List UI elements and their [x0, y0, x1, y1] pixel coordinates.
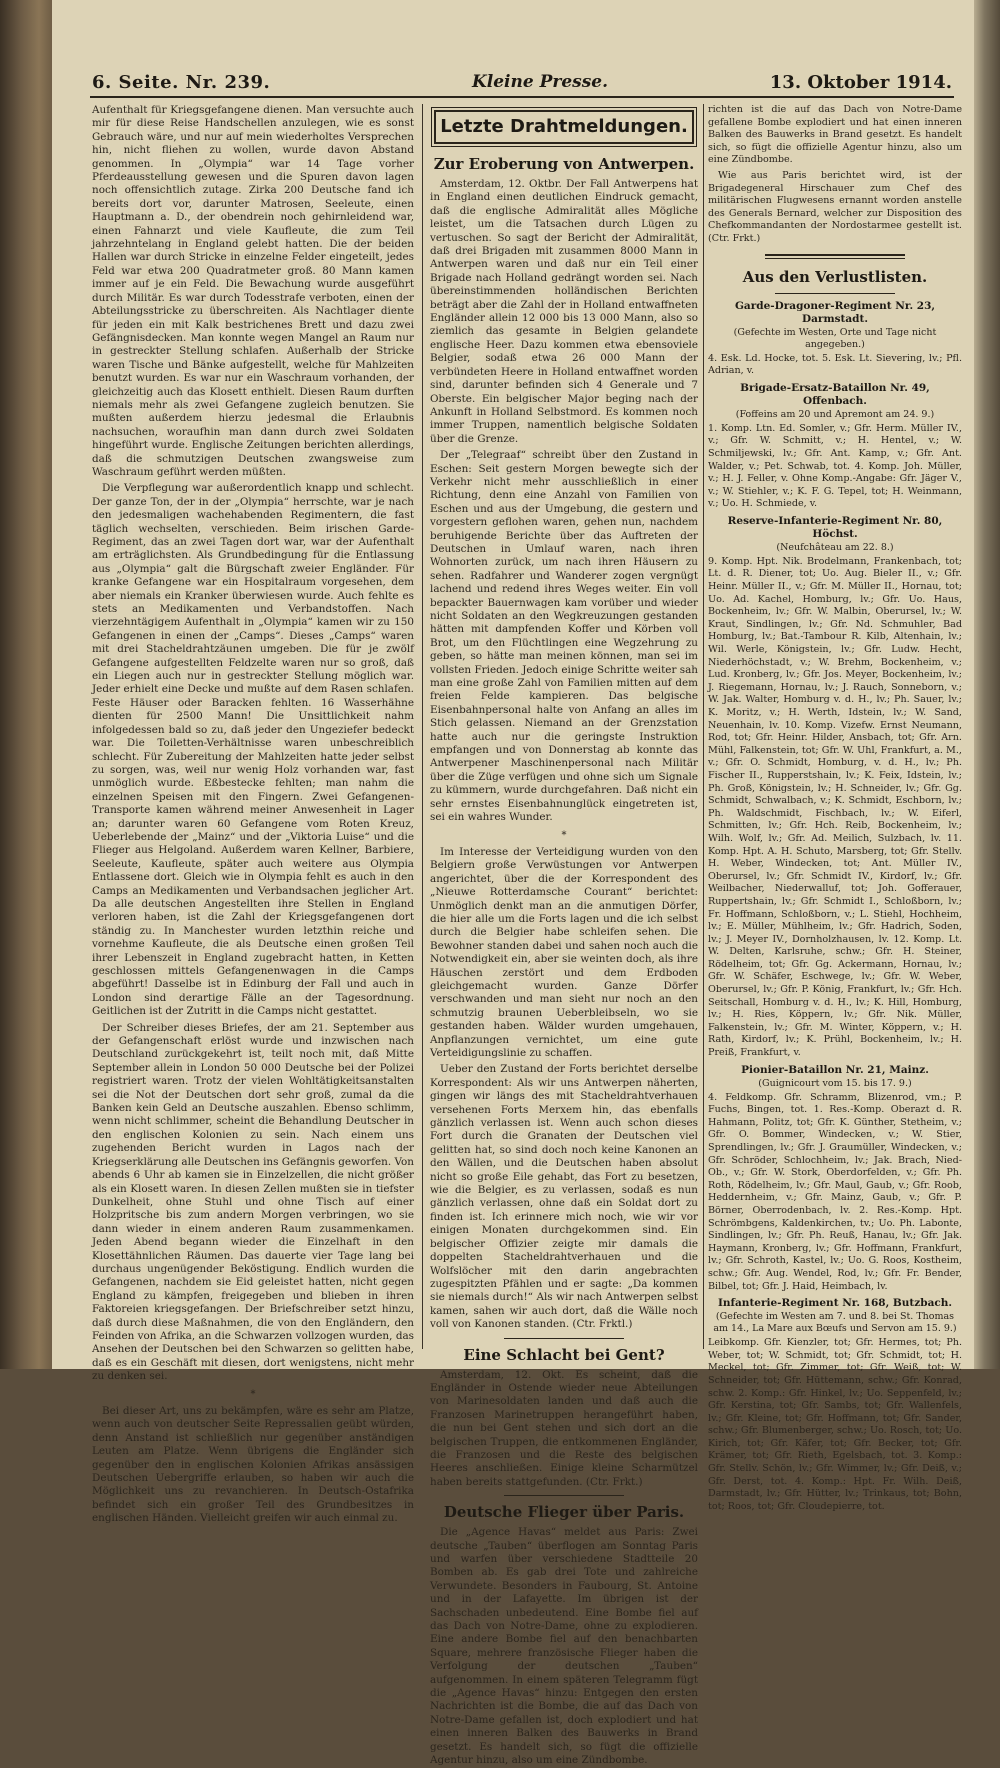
paragraph: Der „Telegraaf“ schreibt über den Zustand in Eschen: Seit gestern Morgen bewegte sich der Verkehr nicht mehr ausschließlich in einer Richtung, denn eine Anzahl von Familien von Eschen und aus der Umgebung, die gestern und vorgestern geflohen waren, gehen nun, nachdem beruhigende Berichte über das Auftreten der Deutschen in Umlauf waren, nach ihren Wohnorten zurück, um nach ihren Häusern zu sehen. Radfahrer und Wanderer zogen vergnügt lachend und redend ihres Weges weiter. Ein voll bepackter Bauernwagen kam vorüber und wieder nicht Soldaten an den Wegkreuzungen gestanden hätten mit dampfenden Koffer und Körben voll Brot, um den Flüchtlingen eine Wegzehrung zu geben, so hätte man meinen können, man sei im vollsten Frieden. Jedoch einige Schritte weiter sah man eine große Zahl von Familien mitten auf dem freien Felde kampieren. Das belgische Eisenbahnpersonal halte von Anfang an alles im Stich gelassen. Niemand an der Grenzstation hatte auch nur die geringste Instruktion empfangen und von Donnerstag ab konnte das Antwerpener Maschinenpersonal nach Militär über die Züge verfügen und ohne sich um Signale zu kümmern, wurde durchgefahren. Daß nicht ein sehr ernstes Eisenbahnunglück eingetreten ist, sei ein wahres Wunder.	[430, 449, 698, 824]
article-separator	[504, 1495, 624, 1496]
paragraph: Der Schreiber dieses Briefes, der am 21. September aus der Gefangenschaft erlöst wurde und inzwischen nach Deutschland zurückgekehrt ist, teilt noch mit, daß Mitte September allein in London 50 000 Deutsche bei der Polizei registriert waren. Trotz der vielen Wohltätigkeitsanstalten sei die Not der Deutschen dort sehr groß, zumal da die Banken kein Geld an Deutsche auszahlen. Ebenso schlimm, wenn nicht schlimmer, scheint die Behandlung Deutscher in den englischen Kolonien zu sein. Nach einem uns zugehenden Bericht wurden in Lagos nach der Kriegserklärung alle Deutschen ins Gefängnis geworfen. Von abends 6 Uhr ab kamen sie in Einzelzellen, die nicht größer als ein Klosett waren. In diesen Zellen mußten sie in tiefster Dunkelheit, ohne Stuhl und ohne Tisch auf einer Holzpritsche bis zum andern Morgen verbringen, wo sie dann wieder in einem anderen Raum zusammenkamen. Jeden Abend begann wieder die Einzelhaft in den Klosettähnlichen Räumen. Das dauerte vier Tage lang bei durchaus ungenügender Beköstigung. Endlich wurden die Gefangenen, nachdem sie Eid geleistet hatten, nicht gegen England zu kämpfen, freigegeben und blieben in ihren Faktoreien kriegsgefangen. Der Briefschreiber setzt hinzu, daß durch diese Maßnahmen, die von den Engländern, den Feinden von Afrika, an die Schwarzen vollzogen wurden, das Ansehen der Deutschen bei den Schwarzen so gelitten habe, daß es ein Geschäft mit diesen, dort wenigstens, nicht mehr zu denken sei.	[92, 1021, 414, 1383]
paragraph: Im Interesse der Verteidigung wurden von den Belgiern große Verwüstungen vor Antwerpen angerichtet, über die der Korrespondent des „Nieuwe Rotterdamsche Courant“ berichtet: Unmöglich denkt man an die anmutigen Dörfer, die hier alle um die Forts lagen und die ich selbst durch die Belgier habe schleifen sehen. Die Bewohner standen dabei und sahen noch auch die Notwendigkeit ein, aber sie weinten doch, als ihre Häuschen zerstört und dem Erdboden gleichgemacht wurden. Ganze Dörfer verschwanden und man sieht nur noch an den schmutzig braunen Ueberbleibseln, wo sie gestanden haben. Wälder wurden umgehauen, Anpflanzungen vernichtet, um eine gute Verteidigungslinie zu schaffen.	[430, 845, 698, 1059]
paragraph: Amsterdam, 12. Okt. Es scheint, daß die Engländer in Ostende wieder neue Abteilungen von Marinesoldaten landen und daß auch die Franzosen Marinetruppen herangeführt haben, die nun bei Gent stehen und sich dort an die belgischen Truppen, die entkommenen Engländer, die Franzosen und die Reste des belgischen Heeres anschließen. Einige kleine Scharmützel haben bereits stattgefunden. (Ctr. Frkt.)	[430, 1368, 698, 1488]
unit-name: Brigade-Ersatz-Bataillon Nr. 49, Offenbach.	[740, 381, 930, 407]
unit-note: (Gefechte im Westen, Orte und Tage nicht angegeben.)	[733, 326, 937, 350]
paragraph: Aufenthalt für Kriegsgefangene dienen. Man versuchte auch mir für diese Reise Handschellen anzulegen, wie es sonst Gebrauch wäre, und nur auf mein wiederholtes Versprechen hin, nicht fliehen zu wollen, wurde davon Abstand genommen. In „Olympia“ war 14 Tage vorher Pferdeausstellung gewesen und die Spuren davon lagen noch offensichtlich zutage. Zirka 200 Deutsche fand ich bereits dort vor, darunter Matrosen, Seeleute, einen Hauptmann a. D., der obendrein noch gehirnleidend war, einen Fahnarzt und viele Kaufleute, die zum Teil jahrzehntelang in England gelebt hatten. Die der beiden Hallen war durch Stricke in einzelne Felder eingeteilt, jedes Feld war etwa 200 Quadratmeter groß. 80 Mann kamen immer auf je ein Feld. Die Bewachung wurde ausgeführt durch Militär. Es war durch Todesstrafe verboten, einen der Abteilungsstricke zu überschreiten. Als Nachtlager diente für jeden ein mit Kalk bestrichenes Brett und dazu zwei Gefängnisdecken. Man konnte wegen Mangel an Raum nur in gestreckter Stellung schlafen. Außerhalb der Stricke waren Tische und Bänke aufgestellt, welche für Mahlzeiten benutzt wurden. Es war nur ein Waschraum vorhanden, der gleichzeitig auch das Klosett enthielt. Diesen Raum durften niemals mehr als zwei Gefangene zugleich benutzen. Sie mußten außerdem hierzu jedesmal die Erlaubnis nachsuchen, woraufhin man dann durch zwei Soldaten hingeführt wurde. Englische Zeitungen berichten allerdings, daß die schmutzigen Deutschen zwangsweise zum Waschraum geführt werden müßten.	[92, 104, 414, 478]
unit-note: (Foffeins am 20 und Apremont am 24. 9.)	[735, 408, 935, 420]
article-title: Deutsche Flieger über Paris.	[443, 1503, 685, 1522]
unit-note: (Gefechte im Westen am 7. und 8. bei St. Thomas am 14., La Mare aux Bœufs und Servon am 15. 9.)	[713, 1311, 957, 1335]
section-star: *	[250, 1388, 256, 1400]
paragraph: Die „Agence Havas“ meldet aus Paris: Zwei deutsche „Tauben“ überflogen am Sonntag Paris und warfen über verschiedene Stadtteile 20 Bomben ab. Es gab drei Tote und zahlreiche Verwundete. Besonders in Faubourg, St. Antoine und in der Lafayette. Im übrigen ist der Sachschaden unbedeutend. Eine Bombe fiel auf das Dach von Notre-Dame, ohne zu explodieren. Eine andere Bombe fiel auf den benachbarten Square, mehrere französische Flieger haben die Verfolgung der deutschen „Tauben“ aufgenommen. In einem späteren Telegramm fügt die „Agence Havas“ hinzu: Entgegen den ersten Nachrichten ist die Bombe, die auf das Dach von Notre-Dame gefallen ist, doch explodiert und hat einen inneren Balken des Bauwerks in Brand gesetzt. Es handelt sich, so fügt die offizielle Agentur hinzu, also um eine Zündbombe.	[430, 1526, 698, 1767]
section-separator	[775, 293, 895, 294]
unit-name: Garde-Dragoner-Regiment Nr. 23, Darmstadt.	[734, 299, 936, 325]
page-number: 6. Seite. Nr. 239.	[92, 72, 271, 93]
article-title: Eine Schlacht bei Gent?	[463, 1345, 665, 1364]
unit-name: Infanterie-Regiment Nr. 168, Butzbach.	[717, 1297, 953, 1310]
column-divider	[703, 104, 704, 1349]
casualty-list: Leibkomp. Gfr. Kienzler, tot; Gfr. Hermes, tot; Ph. Weber, tot; W. Schmidt, tot; Gfr. Schmidt, tot; H. Meckel, tot; Gfr. Zimmer, tot; Gfr. Weiß, tot; W. Schneider, tot; Gfr. Hüttemann, schw.; Gfr. Konrad, schw. 2. Komp.: Gfr. Hinkel, lv.; Uo. Seppenfeld, lv.; Gfr. Kerstina, tot; Gfr. Sambs, tot; Gfr. Wallenfels, lv.; Gfr. Kleine, tot; Gfr. Hoffmann, tot; Gfr. Sander, schw.; Gfr. Blumenberger, schw.; Uo. Rosch, tot; Uo. Kirich, tot; Gfr. Käfer, tot; Gfr. Becker, tot; Gfr. Krämer, tot; Gfr. Rieth, Egelsbach, tot. 3. Komp.: Gfr. Stellv. Schön, lv.; Gfr. Wimmer, lv.; Gfr. Deiß, v.; Gfr. Derst, tot. 4. Komp.: Hpt. Fr. Wilh. Deiß, Darmstadt, lv.; Gfr. Hütter, lv.; Trinkaus, tot; Bohn, tot; Roos, tot; Gfr. Cloudepierre, tot.	[708, 1337, 962, 1512]
column-1	[92, 104, 414, 1525]
column-3	[708, 104, 962, 1512]
page-edge	[974, 0, 1000, 1369]
book-spine	[0, 0, 52, 1369]
casualty-list: 9. Komp. Hpt. Nik. Brodelmann, Frankenbach, tot; Lt. d. R. Diener, tot; Uo. Aug. Bieler II., v.; Gfr. Heinr. Müller II., v.; Gfr. M. Müller II., Hornau, tot; Uo. Ad. Kachel, Homburg, lv.; Gfr. Uo. Haus, Bockenheim, lv.; Gfr. W. Malbin, Oberursel, lv.; W. Kraut, Sindlingen, lv.; Gfr. Nd. Schmuhler, Bad Homburg, lv.; Bat.-Tambour R. Kilb, Altenhain, lv.; Wil. Werle, Königstein, lv.; Gfr. Ludw. Hecht, Niederhöchstadt, v.; W. Brehm, Bockenheim, v.; Lud. Kronberg, lv.; Gfr. Jos. Meyer, Bockenheim, lv.; J. Riegemann, Hornau, lv.; J. Rauch, Sonneborn, v.; W. Jak. Walter, Homburg v. d. H., lv.; Ph. Sauer, lv.; K. Moritz, v.; H. Werth, Idstein, lv.; W. Sand, Neuenhain, lv. 10. Komp. Vizefw. Ernst Neumann, Rod, tot; Gfr. Heinr. Hilder, Ansbach, tot; Gfr. Arn. Mühl, Falkenstein, tot; Gfr. W. Uhl, Frankfurt, a. M., v.; Gfr. O. Schmidt, Homburg, v. d. H., lv.; Ph. Fischer II., Rupperstshain, lv.; K. Feix, Idstein, lv.; Ph. Groß, Königstein, lv.; H. Schneider, lv.; Gfr. Gg. Schmidt, Schwalbach, v.; K. Schmidt, Eschborn, lv.; Ph. Waldschmidt, Fischbach, lv.; W. Eiferl, Schmitten, lv.; Gfr. Hch. Reib, Bockenheim, lv.; Wilh. Wolf, lv.; Gfr. Ad. Meilich, Sulzbach, lv. 11. Komp. Hpt. A. H. Schuto, Marsberg, tot; Gfr. Stellv. H. Weber, Windecken, tot; Ant. Müller IV., Oberursel, lv.; Gfr. Schmidt IV., Kirdorf, lv.; Gfr. Weilbacher, Niederwalluf, tot; Joh. Gofferauer, Ruppertshain, lv.; Gfr. Schmidt I., Schloßborn, lv.; Fr. Hoffmann, Schloßborn, v.; L. Stiehl, Hochheim, lv.; E. Müller, Mühlheim, lv.; Gfr. Hadrich, Soden, lv.; J. Meyer IV., Dornholzhausen, lv. 12. Komp. Lt. W. Delten, Karlsruhe, schw.; Gfr. H. Steiner, Rödelheim, tot; Gfr. Gg. Ackermann, Hornau, lv.; Gfr. W. Schäfer, Eschwege, lv.; Gfr. W. Weber, Oberursel, lv.; Gfr. P. König, Frankfurt, lv.; Gfr. Hch. Seitschall, Homburg v. d. H., lv.; K. Hill, Homburg, lv.; H. Ries, Köppern, lv.; Gfr. Nik. Müller, Falkenstein, lv.; Gfr. M. Winter, Köppern, v.; H. Rath, Kirdorf, lv.; K. Prühl, Bockenheim, lv.; H. Preiß, Frankfurt, v.	[708, 555, 962, 1059]
paragraph: Bei dieser Art, uns zu bekämpfen, wäre es sehr am Platze, wenn auch von deutscher Seite Repressalien geübt würden, denn Anstand ist schließlich nur gegenüber anständigen Leuten am Platze. Wenn übrigens die Engländer sich gegenüber den in englischen Kolonien Afrikas ansässigen Deutschen Uebergriffe erlauben, so haben wir auch die Möglichkeit uns zu revanchieren. In Deutsch-Ostafrika befindet sich ein großer Teil des Grundbesitzes in englischen Händen. Vielleicht greifen wir auch einmal zu.	[92, 1405, 414, 1525]
paragraph: Amsterdam, 12. Oktbr. Der Fall Antwerpens hat in England einen deutlichen Eindruck gemacht, daß die englische Admiralität alles Mögliche leistet, um die Tatsachen durch Lügen zu vertuschen. So sagt der Bericht der Admiralität, daß drei Brigaden mit zusammen 8000 Mann in Antwerpen waren und daß nur ein Teil einer Brigade nach Holland gedrängt worden sei. Nach übereinstimmenden holländischen Berichten beträgt aber die Zahl der in Holland entwaffneten Engländer allein 12 000 bis 13 000 Mann, also so ziemlich das gesamte in Belgien gelandete englische Heer. Dazu kommen etwa ebensoviele Belgier, sodaß etwa 26 000 Mann der verbündeten Heere in Holland entwaffnet worden sind, darunter befinden sich 4 Generale und 7 Oberste. Ein belgischer Major beging nach der Ankunft in Holland Selbstmord. Es kommen noch immer Truppen, namentlich belgische Soldaten über die Grenze.	[430, 178, 698, 445]
article-separator	[504, 1338, 624, 1339]
paragraph: Wie aus Paris berichtet wird, ist der Brigadegeneral Hirschauer zum Chef des militärischen Flugwesens ernannt worden anstelle des Generals Bernard, welcher zur Disposition des Chefkommandanten der Nordostarmee gestellt ist. (Ctr. Frkt.)	[708, 169, 962, 244]
casualty-list: 4. Esk. Ld. Hocke, tot. 5. Esk. Lt. Sievering, lv.; Pfl. Adrian, v.	[708, 352, 962, 377]
section-star: *	[561, 829, 567, 841]
casualty-list: 1. Komp. Ltn. Ed. Somler, v.; Gfr. Herm. Müller IV., v.; Gfr. W. Schmitt, v.; H. Hentel, v.; W. Schmiljewski, lv.; Gfr. Ant. Kamp, v.; Gfr. Ant. Walder, v.; Pet. Schwab, tot. 4. Komp. Joh. Müller, v.; H. J. Feller, v. Ohne Komp.-Angabe: Gfr. Jäger V., v.; W. Stiehler, v.; K. F. G. Tepel, tot; H. Weinmann, v.; Uo. H. Schmiede, v.	[708, 422, 962, 510]
unit-name: Reserve-Infanterie-Regiment Nr. 80, Höchst.	[727, 514, 943, 540]
paragraph: richten ist die auf das Dach von Notre-Dame gefallene Bombe explodiert und hat einen inneren Balken des Bauwerks in Brand gesetzt. Es handelt sich, so fügt die offizielle Agentur hinzu, also um eine Zündbombe.	[708, 104, 962, 166]
masthead-title: Kleine Presse.	[472, 72, 609, 92]
header-rule	[90, 96, 954, 98]
paragraph: Ueber den Zustand der Forts berichtet derselbe Korrespondent: Als wir uns Antwerpen näherten, gingen wir längs des mit Stacheldrahtverhauen versehenen Forts Merxem hin, das ebenfalls gänzlich verlassen ist. Wenn auch schon dieses Fort durch die Granaten der Deutschen viel gelitten hat, so sind doch noch keine Kanonen an den Wällen, und die Deutschen haben absolut nicht so große Eile gehabt, das Fort zu besetzen, wie die Belgier, es zu verlassen, sodaß es nun gänzlich verlassen, ohne daß ein Soldat dort zu finden ist. Ich erinnere mich noch, wie wir vor einigen Monaten durchgekommen sind. Ein belgischer Offizier zeigte mir damals die doppelten Stacheldrahtverhauen und die Wolfslöcher mit den darin angebrachten zugespitzten Pfählen und er sagte: „Da kommen sie niemals durch!“ Als wir nach Antwerpen selbst kamen, sahen wir auch dort, daß die Wälle noch voll von Kanonen standen. (Ctr. Frktl.)	[430, 1063, 698, 1331]
section-box-title: Letzte Drahtmeldungen.	[434, 110, 694, 144]
unit-name: Pionier-Bataillon Nr. 21, Mainz.	[741, 1063, 929, 1076]
unit-note: (Neufchâteau am 22. 8.)	[776, 541, 894, 553]
column-divider	[422, 104, 423, 1349]
unit-note: (Guignicourt vom 15. bis 17. 9.)	[758, 1077, 912, 1089]
section-title: Aus den Verlustlisten.	[742, 267, 928, 286]
issue-date: 13. Oktober 1914.	[769, 72, 952, 93]
column-2	[430, 104, 698, 1767]
paragraph: Die Verpflegung war außerordentlich knapp und schlecht. Der ganze Ton, der in der „Olympia“ herrschte, war je nach den jedesmaligen wachehabenden Regimentern, die fast täglich wechselten, verschieden. Beim irischen Garde-Regiment, das an zwei Tagen dort war, war der Aufenthalt am erträglichsten. Als Grundbedingung für die Entlassung aus „Olympia“ galt die Bürgschaft zweier Engländer. Für kranke Gefangene war ein Hospitalraum vorgesehen, dem aber niemals ein Kranker überwiesen wurde. Auch fehlte es stets an Medikamenten und Verbandstoffen. Nach vierzehntägigem Aufenthalt in „Olympia“ kamen wir zu 150 Gefangenen in einen der „Camps“. Dieses „Camps“ waren mit drei Stacheldrahtzäunen umgeben. Die für je zwölf Gefangene aufgestellten Feldzelte waren nur so groß, daß ein Liegen auch nur in gestreckter Stellung möglich war. Jeder erhielt eine Decke und mußte auf dem Rasen schlafen. Feste Häuser oder Baracken fehlten. 16 Wasserhähne dienten für 2500 Mann! Die Unsittlichkeit nahm infolgedessen bald so zu, daß jeder den Ungeziefer bedeckt war. Die Toiletten-Verhältnisse waren unbeschreiblich schlecht. Für Zubereitung der Mahlzeiten hatte jeder selbst zu sorgen, was, weil nur wenig Holz vorhanden war, fast unmöglich wurde. Eßbestecke fehlten; man nahm die einzelnen Speisen mit den Fingern. Zwei Gefangenen-Transporte kamen während meiner Anwesenheit in Lager an; darunter waren 60 Gefangene vom Roten Kreuz, Ueberlebende der „Mainz“ und der „Viktoria Luise“ und die Flieger aus Helgoland. Außerdem waren Kellner, Barbiere, Seeleute, Kaufleute, später auch weitere aus Olympia Entlassene dort. Gleich wie in Olympia fehlt es auch in den Camps an Medikamenten und Verbandsachen jeglicher Art. Da alle deutschen Angestellten ihre Stellen in England verloren haben, ist die Zahl der Kriegsgefangenen dort ständig zu. In Manchester wurden letzthin reiche und vornehme Kaufleute, die als Deutsche einen großen Teil ihrer Lebenszeit in England zugebracht hatten, in Ketten geschlossen mittels Gefangenenwagen in die Camps abgeführt! Dasselbe ist in Edinburg der Fall und auch in London sind derartige Fälle an der Tagesordnung. Geitlichen ist der Zutritt in die Camps nicht gestattet.	[92, 482, 414, 1018]
article-title: Zur Eroberung von Antwerpen.	[433, 155, 695, 173]
casualty-list: 4. Feldkomp. Gfr. Schramm, Blizenrod, vm.; P. Fuchs, Bingen, tot. 1. Res.-Komp. Oberazt d. R. Hahmann, Politz, tot; Gfr. K. Günther, Stetheim, v.; Gfr. O. Bommer, Windecken, v.; W. Stier, Sprendlingen, lv.; Gfr. J. Graumüller, Windecken, v.; Gfr. Schröder, Schlochheim, lv.; Jak. Brach, Nied-Ob., v.; Gfr. W. Stork, Oberdorfelden, v.; Gfr. Ph. Roth, Rödelheim, lv.; Gfr. Maul, Gaub, v.; Gfr. Roob, Heddernheim, v.; Gfr. Mainz, Gaub, v.; Gfr. P. Börner, Oberrodenbach, lv. 2. Res.-Komp. Hpt. Schrömbgens, Kaldenkirchen, tv.; Uo. Ph. Labonte, Sindlingen, lv.; Gfr. Ph. Reuß, Hanau, lv.; Gfr. Jak. Haymann, Kronberg, lv.; Gfr. Hoffmann, Frankfurt, lv.; Gfr. Schroth, Kastel, lv.; Uo. G. Roos, Kostheim, schw.; Gfr. Aug. Wendel, Rod, lv.; Gfr. Fr. Bender, Bilbel, tot; Gfr. J. Haid, Heimbach, lv.	[708, 1091, 962, 1292]
ornament-rule	[765, 254, 905, 259]
